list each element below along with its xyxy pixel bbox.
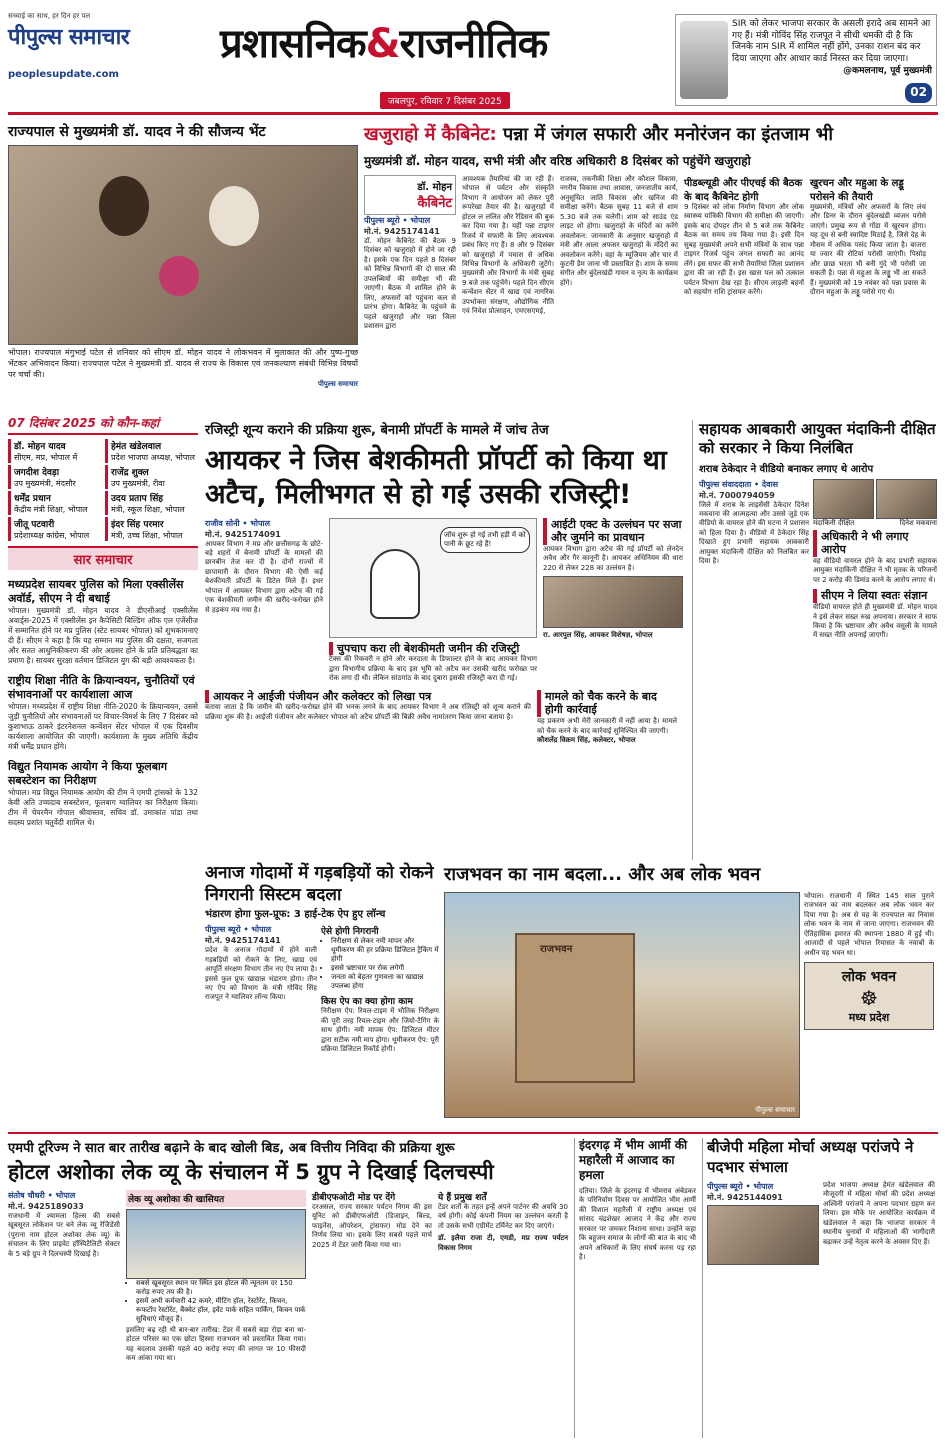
governor-caption: भोपाल। राज्यपाल मंगुभाई पटेल से शनिवार को सीएम डॉ. मोहन यादव ने लोकभवन में मुलाकात की और पुष्प-गुच्छ भेंटकर अभिवादन किया। राज्यपाल पटेल ने मुख्यमंत्री डॉ. यादव से राज्य के विकास एवं जनकल्याण संबंधी विभिन्न विषयों पर चर्चा की। (8, 348, 358, 379)
person-silhouette-icon (209, 186, 259, 246)
property-sub3-head: आईटी एक्ट के उल्लंघन पर सजा और जुर्माने का प्रावधान (543, 518, 683, 546)
who-where-box (8, 414, 198, 540)
hotel-footnote: इसलिए बढ़ रही थी बार-बार तारीख: टेंडर में सबसे बड़ा रोड़ा बना था-होटल परिसर का एक छोटा हिस्सा राजभवन को प्रस्तावित किया गया। यह बदलाव उसकी पहले 40 करोड़ रुपए की लागत पर 10 फीसदी कम आंका गया था। (126, 1326, 306, 1363)
person-name: जगदीश देवड़ा (14, 468, 60, 478)
news-brief-headline: मध्यप्रदेश सायबर पुलिस को मिला एक्सीलेंस अवॉर्ड, सीएम ने दी बधाई (8, 578, 184, 605)
property-col-2 (329, 518, 537, 684)
warehouse-col-2 (321, 924, 439, 1054)
khajuraho-col2-text: आवश्यक तैयारियां की जा रही हैं। भोपाल से पर्यटन और संस्कृति विभाग ने आयोजन को लेकर पूरी रूपरेखा तैयार की है। खजुराहो में होटल ल ललित और रैडिसन की बुक कर दिया गया है। यहीं पन्ना टाइगर रिजर्व में सफारी के लिए आवश्यक प्रबंध किए गए हैं। 8 और 9 दिसंबर को खजुराहो में पचास से अधिक विभिन्न विभागों के अधिकारी जुटेंगे। मुख्यमंत्री और विभागों के मंत्री सुबह 9 बजे तक पहुंचेंगे। पहले दिन सीएम कन्वेंशन सेंटर में खाद्य एवं नागरिक उपभोक्ता संरक्षण, औद्योगिक नीति एवं निवेश प्रोत्साहन, एमएसएमई, (462, 175, 554, 316)
person-role: प्रदेश भाजपा अध्यक्ष, भोपाल (111, 453, 195, 462)
khajuraho-mobile: मो.नं. 9425174141 (364, 227, 440, 236)
website-url[interactable]: peoplesupdate.com (8, 69, 119, 80)
bullet-item: • इसमें अभी कर्मचारी 42 कमरे, मीटिंग हॉल, रेस्टोरेंट, किचन, रूफटॉप रेस्टोरेंट, बैंक्वेट हॉल, इवेंट पार्क सहित पार्किंग, किचन पार्क सुविधाएं मौजूद हैं। (136, 1297, 306, 1324)
hotel-col-1 (8, 1190, 120, 1364)
logo-tagline: सच्चाई का साथ, हर दिन हर पल (8, 12, 91, 20)
bjp-mobile: मो.नं. 9425144091 (707, 1193, 783, 1202)
quote-box-sir (675, 14, 937, 106)
khajuraho-col-1 (364, 175, 456, 331)
tax-expert-photo (543, 576, 683, 628)
person-role: उप मुख्यमंत्री, रीवा (111, 479, 165, 488)
hotel-col3-head: ये हैं प्रमुख शर्तें (438, 1193, 487, 1203)
warehouse-subhead: भंडारण होगा फुल-प्रूफ: 3 हाई-टेक ऐप हुए लॉन्च (205, 909, 386, 921)
gate-inscription: राजभवन (540, 944, 573, 955)
tax-expert-name: रा. आरपुल सिंह, आयकर विशेषज्ञ, भोपाल (543, 631, 653, 640)
property-story (205, 420, 685, 860)
person-name: इंदर सिंह परमार (111, 520, 164, 530)
section-title: प्रशासनिक&राजनीतिक (220, 21, 548, 67)
property-sub2-head: आयकर ने आईजी पंजीयन और कलेक्टर को लिखा पत्र (205, 690, 531, 704)
bullet-item: • निरीक्षण से लेकर नमी मापन और धूमीकरण की हर प्रक्रिया डिजिटल ट्रैकिंग में होगी (331, 937, 439, 964)
who-where-item (105, 517, 198, 541)
khajuraho-byline: पीपुल्स ब्यूरो • भोपाल (364, 216, 431, 225)
kamalnath-photo (680, 21, 728, 99)
governor-headline: राज्यपाल से मुख्यमंत्री डॉ. यादव ने की सौजन्य भेंट (8, 124, 266, 140)
property-sub3-body: आयकर विभाग द्वारा अटैच की गई प्रॉपर्टी को लेनदेन अवैध और गैर कानूनी है। आयकर अधिनियम की धारा 220 से लेकर 228 का उल्लंघन है। (543, 545, 683, 572)
warehouse-body: प्रदेश के अनाज गोदामों में होने वाली गड़बड़ियों को रोकने के लिए, खाद्य एवं आपूर्ति संरक्षण विभाग तीन नए ऐप लाया है। इससे फुल प्रूफ खाद्यान्न भंडारण होगा। तीन नए ऐप को विभाग के मंत्री गोविंद सिंह राजपूत ने ग्वालियर लॉन्च किया। (205, 946, 317, 1002)
person-name: जीतू पटवारी (14, 520, 55, 530)
hotel-col-2 (126, 1190, 306, 1364)
property-col-5 (537, 690, 677, 746)
governor-photo-credit: पीपुल्स समाचार (317, 380, 358, 389)
khajuraho-subhead: मुख्यमंत्री डॉ. मोहन यादव, सभी मंत्री और वरिष्ठ अधिकारी 8 दिसंबर को पहुंचेंगे खजुराहो (364, 154, 751, 168)
official-photo (813, 479, 874, 519)
bullet-item: • जनता को बेहतर गुणवत्ता का खाद्यान्न उपलब्ध होगा (331, 973, 439, 991)
contractor-name: दिनेश मकवाना (899, 518, 937, 527)
news-brief-headline: राष्ट्रीय शिक्षा नीति के क्रियान्वयन, चुनौतियों एवं संभावनाओं पर कार्यशाला आज (8, 674, 195, 701)
masthead-logo-block (8, 12, 208, 92)
warehouse-mobile: मो.नं. 9425174141 (205, 936, 281, 946)
who-where-item (105, 439, 198, 463)
person-role: केंद्रीय मंत्री शिक्षा, भोपाल (14, 505, 88, 514)
bjp-story (702, 1138, 938, 1438)
khajuraho-col4-head: पीडब्ल्यूडी और पीएचई की बैठक के बाद कैबिनेट होगी (684, 178, 803, 203)
governor-cm-photo (8, 145, 358, 345)
excise-mobile: मो.नं. 7000794059 (699, 490, 775, 500)
hotel-body: राजधानी में श्यामला हिल्स की सबसे खूबसूरत लोकेशन पर बने लेक व्यू रेजिडेंसी (पुराना नाम होटल अशोका लेक व्यू) के संचालन के लिए प्राइवेट हॉस्पिटैलिटी सेक्टर के 5 बड़े ग्रुप ने दिलचस्पी दिखाई है। (8, 1212, 120, 1258)
excise-col-1 (699, 479, 809, 641)
cabinet-box-title: कैबिनेट (417, 196, 452, 211)
property-sub1-head: चुपचाप करा ली बेशकीमती जमीन की रजिस्ट्री (329, 642, 537, 656)
excise-col-2 (813, 479, 937, 641)
who-where-list (8, 439, 198, 541)
hotel-box-head: लेक व्यू अशोका की खासियत (126, 1190, 306, 1207)
news-brief-items (8, 578, 198, 828)
news-brief-column (8, 546, 198, 1130)
hotel-box-list (126, 1279, 306, 1324)
excise-headline: सहायक आबकारी आयुक्त मंदाकिनी दीक्षित को सरकार ने किया निलंबित (699, 420, 936, 457)
excise-byline: पीपुल्स संवाददाता • देवास (699, 479, 779, 489)
person-role: सीएम, मप्र, भोपाल में (14, 453, 78, 462)
person-name: राजेंद्र शुक्ल (111, 468, 149, 478)
excise-sub1-body: वह वीडियो वायरल होने के बाद प्रभारी सहायक आयुक्त मंदाकिनी दीक्षित ने भी मृतक के परिजनों पर 2 करोड़ की डिमांड करने के आरोप लगाए थे। (813, 557, 937, 584)
bullet-item: • इससे भ्रष्टाचार पर रोक लगेगी (331, 964, 439, 973)
gate-building-icon (515, 933, 635, 1083)
warehouse-byline: पीपुल्स ब्यूरो • भोपाल (205, 925, 272, 935)
bjp-headline: बीजेपी महिला मोर्चा अध्यक्ष परांजपे ने पदभार संभाला (707, 1138, 914, 1176)
property-sub2-body: बताया जाता है कि जमीन की खरीद-फरोख्त होने की भनक लगने के बाद आयकर विभाग ने अब रजिस्ट्री को शून्य कराने की प्रक्रिया शुरू की है। आईजी पंजीयन और कलेक्टर भोपाल को अटैच प्रॉपर्टी की बिक्री अवैध नामांतरण किया जाना बताया है। (205, 703, 531, 721)
hotel-col-4 (438, 1190, 568, 1364)
contractor-photo (876, 479, 937, 519)
who-where-item (105, 465, 198, 489)
hotel-headline: होटल अशोका लेक व्यू के संचालन में 5 ग्रुप ने दिखाई दिलचस्पी (8, 1160, 494, 1184)
cabinet-label-box (364, 175, 456, 215)
khajuraho-headline: खजुराहो में कैबिनेट: पन्ना में जंगल सफारी और मनोरंजन का इंतजाम भी (364, 124, 833, 145)
property-body-1: आयकर विभाग ने मप्र और छत्तीसगढ़ के छोटे-बड़े शहरों में बेनामी प्रॉपर्टी के मामलों की छानबीन तेज कर दी है। दोनों राज्यों में छापामारी के दौरान विभाग की ऐसी कई बेशकीमती प्रॉपर्टी के डिटेल मिले हैं। इधर भोपाल में आयकर विभाग द्वारा अटैच की गई एक बेशकीमती जमीन की खरीद-फरोख्त होने से हड़कंप मच गया है। (205, 539, 323, 614)
news-brief-title: सार समाचार (8, 546, 198, 570)
khajuraho-col-5 (810, 175, 926, 331)
governor-story (8, 120, 358, 402)
news-brief-body: भोपाल। मुख्यमंत्री डॉ. मोहन यादव ने डीएसीआई एक्सीलेंस अवार्ड्स-2025 में एक्सीलेंस इन कैपेसिटी बिल्डिंग ऑफ एल एजेंसीज में सम्मानित होने पर मप्र पुलिस (स्टेट सायबर भोपाल) को शुभकामनाएं दी हैं। सीएम ने कहा है कि यह सम्मान मप्र पुलिस की दक्षता, सजगता और सतत आधुनिकीकरण की ओर अग्रसर होने के प्रति प्रतिबद्धता का प्रमाण है। सायबर सुरक्षा वर्तमान डिजिटल युग की बड़ी आवश्यकता है। (8, 605, 198, 666)
news-brief-body: भोपाल। मप्र विद्युत नियामक आयोग की टीम ने एमपी ट्रांसको के 132 केवी अति उच्चदाब सबस्टेशन, फूलबाग ग्वालियर का निरीक्षण किया। टीम में चेयरमैन गोपाल श्रीवास्तव, सचिव डॉ. उमाकांत पांडा तथा सदस्य प्रशांत चतुर्वेदी शामिल थे। (8, 787, 198, 828)
hotel-photo (126, 1209, 306, 1279)
property-col-1 (205, 518, 323, 684)
collector-name: कौशलेंद्र विक्रम सिंह, कलेक्टर, भोपाल (537, 735, 636, 744)
cabinet-box-name: डॉ. मोहन (417, 182, 452, 193)
person-role: प्रदेशाध्यक्ष कांग्रेस, भोपाल (14, 531, 90, 540)
property-byline: राजीव सोनी • भोपाल (205, 518, 270, 528)
sign-line-2: मध्य प्रदेश (848, 1011, 890, 1025)
warehouse-box2-head: किस ऐप का क्या होगा काम (321, 997, 413, 1008)
who-where-item (8, 439, 101, 463)
indergarh-story (574, 1138, 696, 1438)
hotel-col2-body: दरअसल, राज्य सरकार पर्यटन निगम की इस यूनिट को डीबीएफओटी (डिजाइन, बिल्ड, फाइनेंस, ऑपरेशन, ट्रांसफर) मोड देने का निर्णय लिया था। इसके लिए सबसे पहले मार्च 2025 में टेंडर जारी किया गया था। (312, 1203, 432, 1249)
person-silhouette-icon (99, 176, 149, 236)
newspaper-logo: पीपुल्स समाचार (8, 25, 130, 50)
emblem-icon: ☸ (860, 986, 878, 1011)
khajuraho-story (364, 122, 938, 404)
person-name: धर्मेंद्र प्रधान (14, 494, 51, 504)
bjp-col-1 (707, 1181, 819, 1265)
cartoon-illustration (329, 518, 537, 638)
tourism-md-name: डॉ. इलैया राजा टी, एमडी, मप्र राज्य पर्यटन विकास निगम (438, 1234, 568, 1252)
bouquet-icon (159, 256, 199, 296)
bullet-item: • सबसे खूबसूरत स्थान पर स्थित इस होटल की न्यूनतम दर 150 करोड़ रुपए तय की है। (136, 1279, 306, 1297)
khajuraho-col-4 (684, 175, 804, 331)
excise-story (692, 420, 938, 860)
excise-sub2-head: सीएम ने लिया स्वतः संज्ञान (813, 589, 937, 603)
hotel-col2-head: डीबीएफओटी मोड पर देंगे (312, 1193, 396, 1203)
cartoon-figure-icon (370, 549, 420, 619)
hotel-col-3 (312, 1190, 432, 1364)
hotel-story (8, 1138, 568, 1438)
person-name: हेमंत खंडेलवाल (111, 442, 162, 452)
property-sub1-body: टैक्स की रिकवरी न होने और करदाता के डिफाल्टर होने के बाद आयकर विभाग द्वारा विभागीय प्रक्रिया के बाद इस भूमि को अटैच कर उसकी खरीद फरोख्त पर रोक लगा दी थी। लेकिन सांठगांठ के बाद दुबारा इसकी रजिस्ट्री करा दी गई। (329, 655, 537, 683)
rajbhavan-headline: राजभवन का नाम बदला... और अब लोक भवन (444, 864, 761, 885)
bjp-byline: पीपुल्स ब्यूरो • भोपाल (707, 1182, 774, 1191)
bottom-divider (8, 1132, 938, 1134)
person-name: डॉ. मोहन यादव (14, 442, 66, 452)
who-where-item (8, 465, 101, 489)
khajuraho-col5-text: मुख्यमंत्री, मंत्रियों और अफसरों के लिए लंच और डिनर के दौरान बुंदेलखंडी व्यंजन परोसे जाएंगे। प्रमुख रूप से गोंडा में खुरचन होगा। यह दूध से बनी स्वादिष्ट मिठाई है, जिसे देह के मौसम में अधिक पसंद किया जाता है। बाजरा या ज्वार की रोटियां परोसी जाएंगी। पिसोड़ और छाछ भरता भी बनी गुंदे भी परोसी जा सकती है। पन्ना से महुआ के लड्डू भी आ सकते हैं। मुख्यमंत्री को 19 नवंबर को पन्ना प्रवास के दौरान महुआ के लड्डू परोसे गए थे। (810, 203, 926, 296)
paranjpe-photo (707, 1205, 819, 1265)
excise-sub1-head: अधिकारी ने भी लगाए आरोप (813, 530, 937, 558)
who-where-title: 07 दिसंबर 2025 को कौन-कहां (8, 414, 198, 435)
indergarh-headline: इंदरगढ़ में भीम आर्मी की महारैली में आजाद का हमला (579, 1138, 688, 1182)
person-role: उप मुख्यमंत्री, मंदसौर (14, 479, 76, 488)
person-name: उदय प्रताप सिंह (111, 494, 164, 504)
property-sub4-head: मामले को चैक करने के बाद होगी कार्रवाई (537, 690, 677, 718)
hotel-byline: संतोष चौधरी • भोपाल (8, 1191, 76, 1200)
khajuraho-col4-text: 9 दिसंबर को लोक निर्माण विभाग और लोक स्वास्थ्य यांत्रिकी विभाग की समीक्षा की जाएगी। इसके बाद दोपहर तीन से 5 बजे तक कैबिनेट बैठक का समय तय किया गया है। इसी दिन सुबह मुख्यमंत्री अपने सभी मंत्रियों के साथ पन्ना टाइगर रिजर्व पहुंच जंगल सफारी का आनंद लेंगे। इस सफर की सभी तैयारियां जिला प्रशासन द्वारा की जा रही हैं। इस खास पल को तत्काल पर्यटन विभाग देख रहा है। सीएम लाड़ली बहनों को सहयोग राशि ट्रांसफर करेंगे। (684, 203, 804, 296)
property-col-4 (205, 690, 531, 746)
warehouse-headline: अनाज गोदामों में गड़बड़ियों को रोकने निगरानी सिस्टम बदला (205, 863, 434, 906)
who-where-item (8, 491, 101, 515)
bjp-body: प्रदेश भाजपा अध्यक्ष हेमंत खंडेलवाल की मौजूदगी में महिला मोर्चा की प्रदेश अध्यक्ष अश्विनी परांजपे ने अपना पदभार ग्रहण कर लिया। इस मौके पर आयोजित कार्यक्रम में खंडेलवाल ने कहा कि भाजपा सरकार ने स्थानीय चुनावों में महिलाओं की भागीदारी बढ़ाकर उन्हें नेतृत्व करने के अवसर दिए हैं। (823, 1181, 935, 1246)
hotel-col3-body: टेंडर शर्तों के तहत इन्हें अपने पार्टनर की अवधि 30 वर्ष होगी। कोई कंपनी नियम का उल्लंघन करती है तो उसके सभी एग्रीमेंट टर्मिनेट कर दिए जाएंगे। (438, 1203, 568, 1230)
rajbhavan-photo-credit: पीपुल्स समाचार (755, 1106, 795, 1114)
warehouse-box-list (321, 937, 439, 991)
person-role: मंत्री, स्कूल शिक्षा, भोपाल (111, 505, 185, 514)
rajbhavan-body: भोपाल। राजधानी में स्थित 145 साल पुराने राजभवन का नाम बदलकर अब लोक भवन कर दिया गया है। अब से यह के राज्यपाल का निवास लोक भवन के नाम से जाना जाएगा। राजभवन की ऐतिहासिक इमारत की स्थापना 1880 में हुई थी। आजादी से पहले भोपाल रियासत के नवाबों के अधीन यह भवन था। (804, 892, 934, 957)
rajbhavan-col (804, 892, 934, 1118)
sir-quote-text: SIR को लेकर भाजपा सरकार के असली इरादे अब सामने आ गए हैं। मंत्री गोविंद सिंह राजपूत ने सीधी धमकी दी है कि जिनके नाम SIR में शामिल नहीं होंगे, उनका राशन बंद कर दिया जाएगा और आधार कार्ड निरस्त कर दिया जाएगा। (732, 19, 931, 65)
page-number: 02 (905, 83, 932, 103)
warehouse-story (205, 862, 439, 1130)
excise-body: जिले में शराब के लाइसेंसी ठेकेदार दिनेश मकवाना की आत्महत्या और उससे जुड़े एक वीडियो के वायरल होने की घटना ने प्रशासन को हिला दिया है। वीडियो में ठेकेदार सिंह दिखाते हुए प्रभारी सहायक आबकारी आयुक्त मंदाकिनी दीक्षित को निलंबित कर दिया है। (699, 500, 809, 566)
property-topline: रजिस्ट्री शून्य कराने की प्रक्रिया शुरू, बेनामी प्रॉपर्टी के मामले में जांच तेज (205, 423, 549, 438)
sign-line-1: लोक भवन (841, 969, 897, 986)
warehouse-box2-body: निरीक्षण ऐप: रियल-टाइम में भौतिक निरीक्षण की पूरी तरह रियल-टाइम और जियो-टैगिंग के साथ होगी। नमी मापक ऐप: डिजिटल मीटर द्वारा सटीक नमी माप होगा। धूमीकरण ऐप: पूरी प्रक्रिया डिजिटल रिकॉर्ड होगी। (321, 1007, 439, 1053)
warehouse-col-1 (205, 924, 317, 1054)
indergarh-body: दतिया। जिले के इंदरगढ़ में भीमराव अंबेडकर के परिनिर्वाण दिवस पर आयोजित भीम आर्मी की विशाल महारैली में राष्ट्रीय अध्यक्ष एवं सांसद चंद्रशेखर आजाद ने केंद्र और राज्य सरकार पर जमकर निशाना साधा। उन्होंने कहा कि बहुजन समाज के लोगों की बात के बाद भी अपने अधिकारों के लिए संघर्ष करना पड़ रहा है। (579, 1187, 696, 1262)
hotel-mobile: मो.नं. 9425189033 (8, 1202, 84, 1211)
property-col-3 (543, 518, 683, 684)
excise-sub2-body: वीडियो वायरल होते ही मुख्यमंत्री डॉ. मोहन यादव ने इसे लेकर सख्त रुख अपनाया। सरकार ने साफ किया है कि भ्रष्टाचार और अवैध वसूली के मामले में सख्त नीति अपनाई जाएगी। (813, 603, 937, 640)
excise-subhead: शराब ठेकेदार ने वीडियो बनाकर लगाए थे आरोप (699, 463, 874, 475)
news-brief-headline: विद्युत नियामक आयोग ने किया फूलबाग सबस्टेशन का निरीक्षण (8, 760, 168, 788)
warehouse-box-head: ऐसे होगी निगरानी (321, 927, 379, 938)
property-headline: आयकर ने जिस बेशकीमती प्रॉपर्टी को किया था अटैच, मिलीभगत से हो गई उसकी रजिस्ट्री! (205, 445, 667, 510)
sir-attribution: @कमलनाथ, पूर्व मुख्यमंत्री (843, 65, 932, 76)
khajuraho-col3-text: राजस्व, तकनीकी शिक्षा और कौशल विकास, नगरीय विकास तथा आवास, जनजातीय कार्य, अनुसूचित जाति विकास और खनिज की समीक्षा करेंगे। बैठक सुबह 11 बजे से शाम 5.30 बजे तक चलेगी। शाम को साउंड एंड लाइट शो होगा। खजुराहो के मंदिरों का करेंगे अवलोकन: जानकारी के अनुसार खजुराहो में मंत्री और आला अफसर खजुराहो के मंदिरों का अवलोकन करेंगे। वहां के म्यूजियम और चार में कुटनी डैम जाना भी प्रस्तावित है। शाम के समय संगीत और बुंदेलखंडी गायन व नृत्य के कार्यक्रम होंगे। (560, 175, 678, 287)
who-where-item (105, 491, 198, 515)
person-role: मंत्री, उच्च शिक्षा, भोपाल (111, 531, 183, 540)
khajuraho-col1-text: डॉ. मोहन कैबिनेट की बैठक 9 दिसंबर को खजुराहो में होने जा रही है। इसके एक दिन पहले 8 दिसंबर को विभिन्न विभागों की दो साल की उपलब्धियों की समीक्षा भी की जाएगी। बैठक में शामिल होने के लिए, अफसरों को पहुंचना कल से प्रारंभ होगा। कैबिनेट के पहुंचने के पहले खजुराहो और पन्ना जिला प्रशासन द्वारा (364, 237, 456, 330)
hotel-topline: एमपी टूरिज्म ने सात बार तारीख बढ़ाने के बाद खोली बिड, अब वित्तीय निविदा की प्रक्रिया शुरू (8, 1141, 455, 1156)
lok-bhavan-sign (804, 962, 934, 1030)
who-where-item (8, 517, 101, 541)
news-brief-body: भोपाल। मध्यप्रदेश में राष्ट्रीय शिक्षा नीति-2020 के क्रियान्वयन, उससे जुड़ी चुनौतियों और संभावनाओं पर विचार-विमर्श के लिए 7 दिसंबर को कुशाभाऊ ठाकरे इंटरनेशनल कन्वेंशन सेंटर भोपाल में एक दिवसीय कार्यशाला आयोजित की जाएगी। कार्यशाला के मुख्य अतिथि केंद्रीय मंत्री धर्मेंद्र प्रधान होंगे। (8, 701, 198, 752)
official-name: मंदाकिनी दीक्षित (813, 518, 855, 527)
khajuraho-col5-head: खुरचन और महुआ के लड्डू परोसने की तैयारी (810, 178, 904, 203)
property-sub4-body: यह प्रकरण अभी मेरी जानकारी में नहीं आया है। मामले को चैक करने के बाद कार्रवाई सुनिश्चित की जाएगी। (537, 717, 677, 735)
rajbhavan-gate-photo (444, 892, 800, 1118)
date-line: जबलपुर, रविवार 7 दिसंबर 2025 (380, 92, 510, 109)
property-mobile: मो.नं. 9425174091 (205, 529, 281, 539)
cartoon-speech-bubble: जॉच शुरू हो गई तभी हड़ी में को पानी के छूट रहे हैं! (440, 527, 530, 553)
masthead-divider (8, 112, 938, 115)
rajbhavan-story (444, 862, 938, 1130)
